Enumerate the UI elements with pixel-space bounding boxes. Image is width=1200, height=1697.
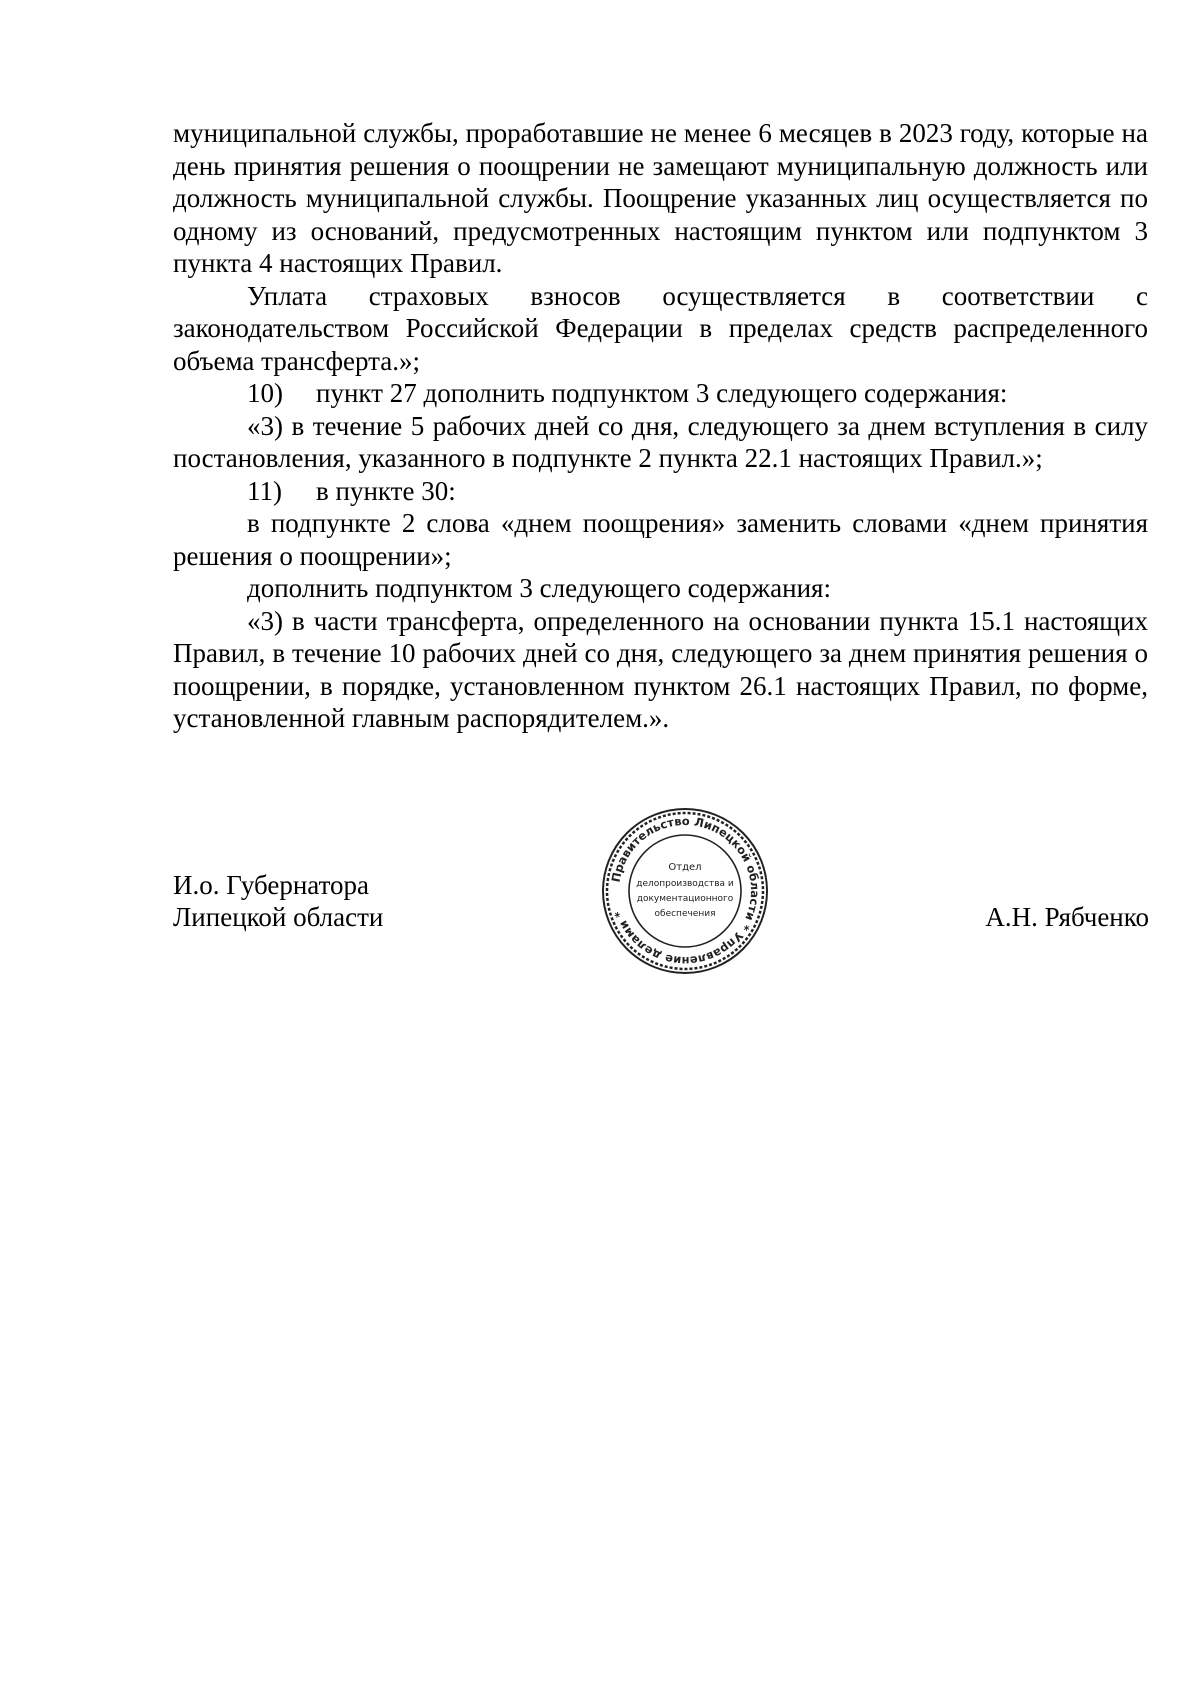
document-body [173, 117, 1148, 735]
stamp-center-line3: документационного [636, 894, 734, 904]
stamp-center-line1: Отдел [668, 862, 702, 873]
signatory-position [173, 869, 383, 933]
signatory-name: А.Н. Рябченко [985, 902, 1149, 932]
paragraph-item-11 [173, 475, 1148, 508]
official-stamp [600, 806, 770, 976]
paragraph-replace-words: в подпункте 2 слова «днем поощрения» заменить словами «днем принятия решения о поощрении»; [173, 508, 1148, 571]
signatory-position-line2: Липецкой области [173, 902, 384, 932]
stamp-center-line2: делопроизводства и [636, 879, 734, 889]
stamp-outer-text: Правительство Липецкой области * Управление делами * [608, 813, 763, 969]
signatory-position-line1: И.о. Губернатора [173, 870, 370, 900]
stamp-seal-icon [600, 806, 770, 976]
stamp-center-line4: обеспечения [654, 909, 716, 919]
paragraph-item-10 [173, 377, 1148, 410]
item-number: 10) [247, 378, 283, 408]
paragraph-subitem-3-deadline: «3) в течение 5 рабочих дней со дня, следующего за днем вступления в силу постановления, указанного в подпункте 2 пункта 22.1 настоящих Правил.»; [173, 410, 1148, 473]
paragraph-add-subitem: дополнить подпунктом 3 следующего содержания: [247, 573, 831, 603]
paragraph-insurance-contributions: Уплата страховых взносов осуществляется в соответствии с законодательством Российской Федерации в пределах средств распределенного объема трансферта.»; [173, 280, 1148, 376]
paragraph-continuation: муниципальной службы, проработавшие не менее 6 месяцев в 2023 году, которые на день принятия решения о поощрении не замещают муниципальную должность или должность муниципальной службы. Поощрение указанных лиц осуществляется по одному из оснований, предусмотренных настоящим пунктом или подпунктом 3 пункта 4 настоящих Правил. [173, 118, 1148, 278]
item-text: в пункте 30: [316, 475, 456, 506]
item-number: 11) [247, 475, 282, 506]
paragraph-subitem-3-transfer: «3) в части трансферта, определенного на основании пункта 15.1 настоящих Правил, в течение 10 рабочих дней со дня, следующего за днем принятия решения о поощрении, в порядке, установленном пунктом 26.1 настоящих Правил, по форме, установленной главным распорядителем.». [173, 605, 1148, 733]
item-text: пункт 27 дополнить подпунктом 3 следующего содержания: [316, 378, 1008, 408]
svg-text:Правительство Липецкой области [609, 814, 763, 968]
